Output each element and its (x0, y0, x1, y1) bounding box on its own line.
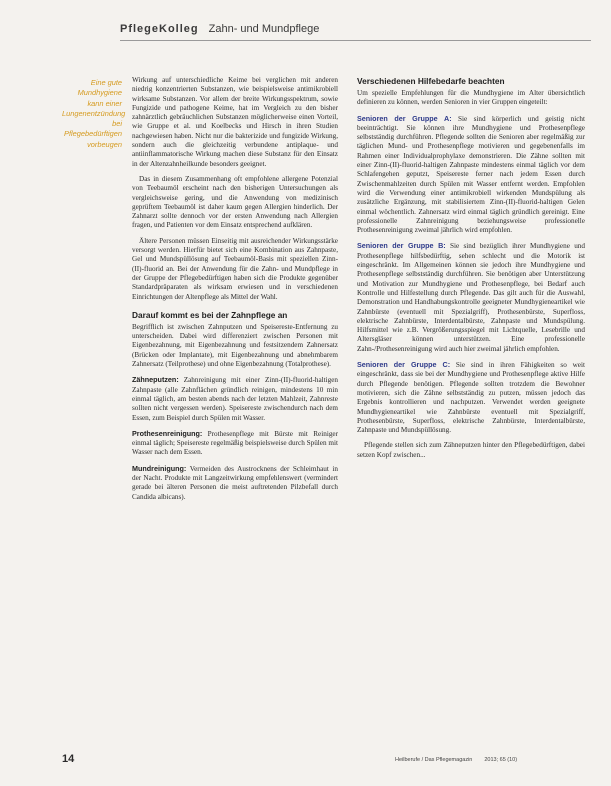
paragraph-lead: Senioren der Gruppe B: (357, 241, 446, 251)
paragraph: Wirkung auf unterschiedliche Keime bei verglichen mit anderen niedrig konzentrierten Substanzen, wie beispielsweise antimikrobiell wirksame Substanzen. Vor allem der breite Wirkungsspektrum, sowie Fungizide und pathogene Keime, hat im Vergleich zu den bisher zahnärztlich gebräuchlichen Substanzen möglicherweise einen Vorteil, wie Gruppe et al. und Koelbecks und Hirsch in ihren Studien nachgewiesen haben. Nicht nur die bakterizide und fungizide Wirkung, sondern auch die gleichzeitig verbundene antiplaque- und antiinflammatorische Wirkung machen diese Substanz für den Einsatz in der Altenzahnheilkunde besonders geeignet. (132, 76, 338, 168)
paragraph-body: Sie sind körperlich und geistig nicht beeinträchtigt. Sie können ihre Mundhygiene und Prothesenpflege selbstständig durchführen. Pflegende sollten die Senioren aber regelmäßig zur täglichen Mund- und Prothesenpflege motivieren und gegebenenfalls im Rahmen einer Individualprophylaxe demonstrieren. Die Zähne sollten mit einer Zinn-(II)-fluorid-haltigen Zahnpaste mindestens einmal täglich vor dem Schlafengehen geputzt, Speisereste ferner nach jedem Essen durch Zwischenmahlzeiten durch Spülen mit Wasser entfernt werden. Empfohlen wird die Verwendung einer antimikrobiell wirkenden Mundspülung als zusätzliche Ergänzung, mit stabilisiertem Zinn-(II)-fluorid-haltigen Gelen einmal wöchentlich. Zahnersatz wird einmal täglich gründlich gereinigt. Eine professionelle Zahnreinigung beziehungsweise professionelle Prothesenreinigung zweimal jährlich wird empfohlen. (357, 114, 586, 235)
section-title: Zahn- und Mundpflege (208, 23, 320, 35)
publication-issue: 2013; 65 (10) (484, 757, 518, 763)
publication-name: Heilberufe / Das Pflegemagazin (395, 757, 473, 763)
running-header (120, 23, 319, 39)
subheading: Darauf kommt es bei der Zahnpflege an (132, 309, 288, 320)
magazine-brand: PflegeKolleg (120, 23, 199, 35)
paragraph-lead: Senioren der Gruppe C: (357, 360, 451, 370)
paragraph: Pflegende stellen sich zum Zähneputzen hinter den Pflegebedürftigen, dabei setzen Kopf zwischen... (357, 441, 585, 459)
paragraph-body: Zahnreinigung mit einer Zinn-(II)-fluorid-haltigen Zahnpaste (alle Zahnflächen gründlich reinigen, mindestens 10 min einmal täglich, am besten abends nach der letzten Mahlzeit, Zahnreste sollten nicht vergessen werden). Speisereste zwischendurch nach dem Essen, zum Beispiel durch Spülen mit Wasser. (132, 376, 339, 422)
footer-publication (395, 757, 517, 763)
paragraph-lead: Senioren der Gruppe A: (357, 113, 452, 123)
paragraph: Um spezielle Empfehlungen für die Mundhygiene im Alter übersichtlich definieren zu können, werden Senioren in vier Gruppen eingeteilt: (357, 89, 585, 107)
paragraph: Ältere Personen müssen Einseitig mit ausreichender Wirkungsstärke versorgt werden. Hierfür bietet sich eine Kombination aus Zahnpaste, Gel und Mundspüllösung auf Teebaumöl-Basis mit speziellen Zinn-(II)-fluorid an. Bei der Anwendung für die Zahn- und Mundpflege in der Gruppe der Pflegebedürftigen haben sich die Produkte gegenüber Standardpräparaten als wirksam erwiesen und in verschiedenen Einrichtungen der Altenpflege als Mittel der Wahl. (132, 236, 338, 301)
right-column (357, 76, 585, 466)
paragraph-lead: Prothesenreinigung: (132, 428, 203, 438)
subheading: Verschiedenen Hilfebedarfe beachten (357, 76, 505, 86)
paragraph-body: Vermeiden des Austrocknens der Schleimhaut in der Nacht. Produkte mit Langzeitwirkung empfehlenswert (vermindert gerade bei älteren Personen die meist auftretenden Pilzbefall durch Candida albicans). (132, 464, 338, 501)
paragraph-prothesenreinigung (132, 429, 338, 458)
page-number: 14 (62, 753, 75, 765)
paragraph-gruppe-b (357, 241, 585, 354)
paragraph: Begrifflich ist zwischen Zahnputzen und Speisereste-Entfernung zu unterscheiden. Dabei wird differenziert zwischen Personen mit Eigenbezahnung, mit Eigenbezahnung und festsitzendem Zahnersatz (Brücken oder Implantate), mit Eigenbezahnung und abnehmbarem Zahnersatz (Teilprothese) und ohne Eigenbezahnung (Totalprothese). (132, 322, 338, 369)
paragraph-lead: Mundreinigung: (132, 463, 187, 473)
header-rule (120, 40, 591, 41)
paragraph-body: Sie sind bezüglich ihrer Mundhygiene und Prothesenpflege hilfsbedürftig, sehen schlecht und die Motorik ist eingeschränkt. Im Allgemeinen können sie jedoch ihre Mundhygiene und Prothesenpflege selbstständig durchführen. Sie benötigen aber Unterstützung und Motivation zur Mundhygiene und Prothesenpflege, bei Bedarf auch Kontrolle und Hilfestellung durch Pflegende. Das gilt auch für die Auswahl, Demonstration und Handhabungskontrolle geeigneter Mundhygieneartikel wie Zahnbürste (eventuell mit Spezialgriff), Prothesenbürste, Superfloss, elektrische Zahnbürste, Interdentalbürste, Zahnpaste und Mundspülung. Hilfsmittel wie z.B. Vergrößerungsspiegel mit Lichtquelle, Lesebrille und Altersgläser können unterstützen. Eine professionelle Zahn-/Prothesenreinigung wird auch hier zweimal jährlich empfohlen. (357, 242, 585, 353)
paragraph-body: Sie sind in ihren Fähigkeiten so weit eingeschränkt, dass sie bei der Mundhygiene und Prothesenpflege aktive Hilfe durch Pflegende benötigen. Pflegende sollten trotzdem die Bewohner motivieren, sich die Zähne selbstständig zu putzen, müssen jedoch das Ergebnis kontrollieren und nachputzen. Verwendet werden geeignete Mundhygieneartikel wie Zahnbürste eventuell mit Spezialgriff, Prothesenbürste, Superfloss, elektrische Zahnbürste, Interdentalbürste, Zahnpaste und Mundspüllösung. (357, 361, 585, 435)
pull-quote: Eine gute Mundhygiene kann einer Lungenentzündung bei Pflegebedürftigen vorbeugen (62, 78, 126, 149)
left-column (132, 76, 338, 508)
paragraph: Das in diesem Zusammenhang oft empfohlene allergene Potenzial von Teebaumöl erscheint nach den bisherigen Untersuchungen als vergleichsweise gering, und die Anwendung von medizinisch geprüftem Teebaumöl ist daher kaum gegen Allergien hinderlich. Der Zahnarzt sollte dennoch vor der ersten Anwendung nach Allergien fragen, und Patienten vor dem Einsatz entsprechend aufklären. (132, 174, 338, 230)
paragraph-lead: Zähneputzen: (132, 375, 179, 385)
paragraph-mundreinigung (132, 464, 338, 502)
paragraph-gruppe-a (357, 114, 585, 236)
paragraph-body: Prothesenpflege mit Bürste mit Reiniger einmal täglich; Speisereste regelmäßig beispielsweise durch Spülen mit Wasser nach dem Essen. (132, 429, 338, 457)
paragraph-zaehneputzen (132, 375, 338, 422)
paragraph-gruppe-c (357, 360, 585, 435)
